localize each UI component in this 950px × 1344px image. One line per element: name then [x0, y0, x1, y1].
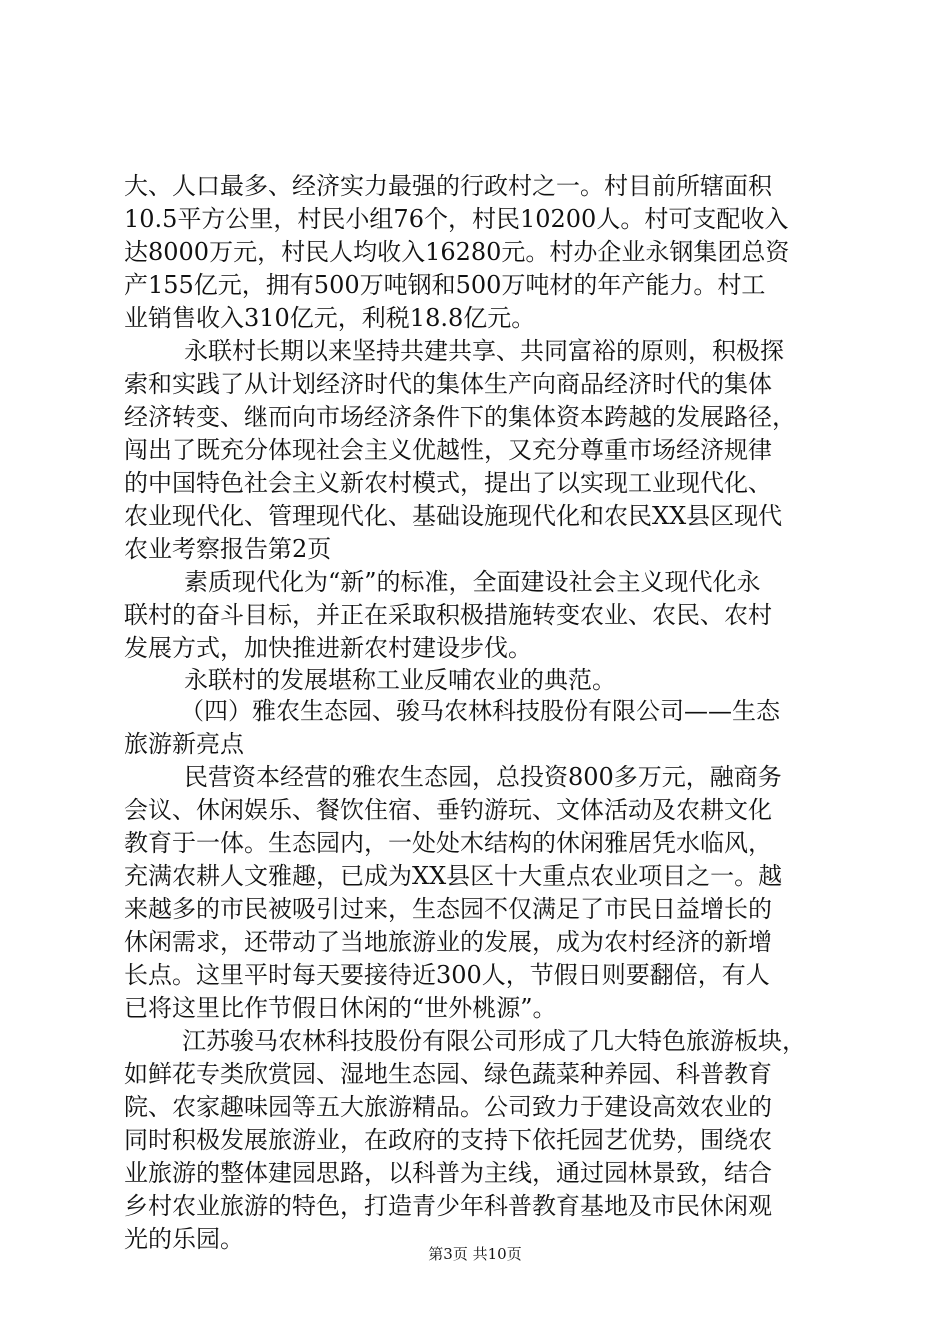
text-line: 长点。这里平时每天要接待近300人，节假日则要翻倍，有人	[124, 961, 770, 989]
text-line: 产155亿元，拥有500万吨钢和500万吨材的年产能力。村工	[124, 271, 766, 299]
text-line: 已将这里比作节假日休闲的“世外桃源”。	[124, 994, 557, 1022]
text-line: 江苏骏马农林科技股份有限公司形成了几大特色旅游板块，	[182, 1027, 806, 1055]
text-line: 经济转变、继而向市场经济条件下的集体资本跨越的发展路径，	[124, 403, 796, 431]
text-line: 发展方式，加快推进新农村建设步伐。	[124, 634, 532, 662]
text-line: 业旅游的整体建园思路，以科普为主线，通过园林景致，结合	[124, 1159, 772, 1187]
document-body	[124, 170, 834, 1256]
text-line: 永联村的发展堪称工业反哺农业的典范。	[184, 666, 616, 694]
text-line: 永联村长期以来坚持共建共享、共同富裕的原则，积极探	[184, 337, 784, 365]
text-line: 大、人口最多、经济实力最强的行政村之一。村目前所辖面积	[124, 172, 772, 200]
section-heading-cont: 旅游新亮点	[124, 730, 244, 758]
text-line: 素质现代化为“新”的标准，全面建设社会主义现代化永	[184, 568, 761, 596]
text-line: 同时积极发展旅游业，在政府的支持下依托园艺优势，围绕农	[124, 1126, 772, 1154]
text-line: 10.5平方公里，村民小组76个，村民10200人。村可支配收入	[124, 205, 789, 233]
text-line: 闯出了既充分体现社会主义优越性，又充分尊重市场经济规律	[124, 436, 772, 464]
text-line: 院、农家趣味园等五大旅游精品。公司致力于建设高效农业的	[124, 1093, 772, 1121]
text-line: 业销售收入310亿元，利税18.8亿元。	[124, 304, 536, 332]
text-line: 充满农耕人文雅趣，已成为XX县区十大重点农业项目之一。越	[124, 862, 783, 890]
text-line: 来越多的市民被吸引过来，生态园不仅满足了市民日益增长的	[124, 895, 772, 923]
text-line: 联村的奋斗目标，并正在采取积极措施转变农业、农民、农村	[124, 601, 772, 629]
section-heading: （四）雅农生态园、骏马农林科技股份有限公司——生态	[180, 697, 780, 725]
page-number-footer: 第3页 共10页	[428, 1245, 522, 1263]
text-line: 的中国特色社会主义新农村模式，提出了以实现工业现代化、	[124, 469, 772, 497]
text-line: 休闲需求，还带动了当地旅游业的发展，成为农村经济的新增	[124, 928, 772, 956]
text-line: 民营资本经营的雅农生态园，总投资800多万元，融商务	[184, 763, 782, 791]
text-line: 教育于一体。生态园内，一处处木结构的休闲雅居凭水临风，	[124, 829, 772, 857]
text-line: 会议、休闲娱乐、餐饮住宿、垂钓游玩、文体活动及农耕文化	[124, 796, 772, 824]
text-line: 如鲜花专类欣赏园、湿地生态园、绿色蔬菜种养园、科普教育	[124, 1060, 772, 1088]
text-line: 乡村农业旅游的特色，打造青少年科普教育基地及市民休闲观	[124, 1192, 772, 1220]
text-line: 农业考察报告第2页	[124, 535, 332, 563]
text-line: 光的乐园。	[124, 1225, 244, 1253]
text-line: 达8000万元，村民人均收入16280元。村办企业永钢集团总资	[124, 238, 790, 266]
text-line: 索和实践了从计划经济时代的集体生产向商品经济时代的集体	[124, 370, 772, 398]
text-line: 农业现代化、管理现代化、基础设施现代化和农民XX县区现代	[124, 502, 783, 530]
